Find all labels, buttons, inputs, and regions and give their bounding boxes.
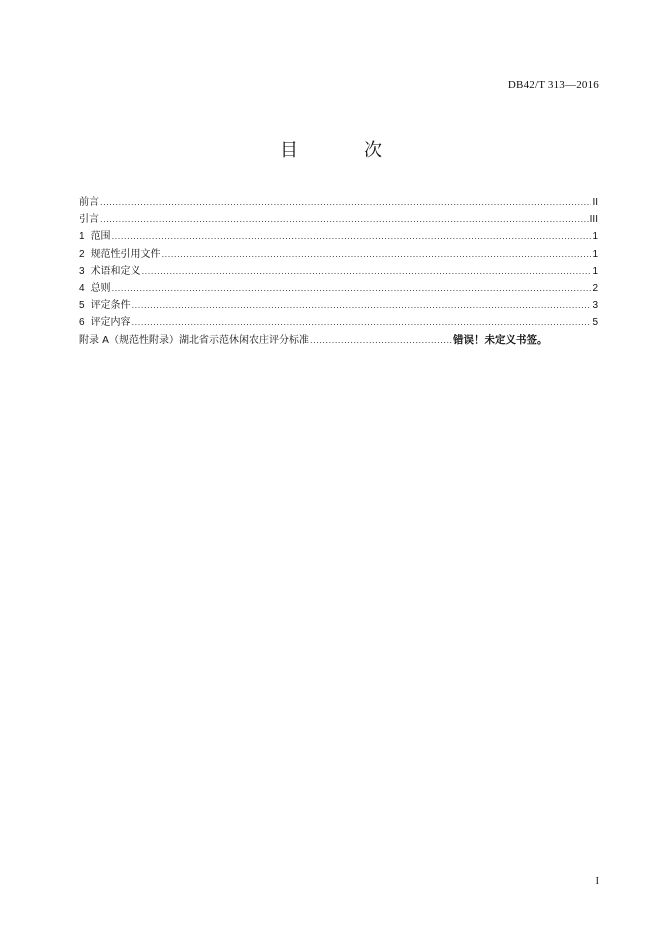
toc-entry-label-group xyxy=(79,228,111,245)
table-of-contents xyxy=(79,194,598,349)
toc-entry-page-error: 错误！未定义书签。 xyxy=(453,333,548,346)
dot-leader xyxy=(112,228,592,245)
toc-entry-number: 4 xyxy=(79,282,85,294)
toc-entry-label: 评定内容 xyxy=(90,317,131,329)
toc-entry-normative-references[interactable] xyxy=(79,246,598,263)
page-number: I xyxy=(595,876,599,887)
toc-entry-label-group xyxy=(79,297,131,314)
toc-entry-page: 3 xyxy=(592,300,598,312)
toc-entry-label: 总则 xyxy=(90,282,111,294)
toc-entry-evaluation-content[interactable] xyxy=(79,314,598,331)
toc-entry-scope[interactable] xyxy=(79,228,598,245)
toc-entry-appendix-a[interactable] xyxy=(79,332,598,349)
toc-entry-label: 附录 A（规范性附录）湖北省示范休闲农庄评分标准 xyxy=(79,334,310,346)
toc-entry-number: 6 xyxy=(79,317,85,329)
dot-leader xyxy=(132,314,592,331)
document-code: DB42/T 313—2016 xyxy=(507,79,599,91)
toc-entry-label: 前言 xyxy=(79,197,99,208)
dot-leader xyxy=(100,211,589,228)
toc-entry-number: 5 xyxy=(79,300,85,312)
toc-entry-label-group xyxy=(79,246,161,263)
dot-leader xyxy=(162,246,592,263)
toc-entry-foreword[interactable] xyxy=(79,194,598,211)
toc-entry-number: 1 xyxy=(79,231,85,243)
toc-entry-page: II xyxy=(592,197,598,208)
toc-entry-page: 5 xyxy=(592,317,598,329)
toc-entry-label-group xyxy=(79,314,131,331)
toc-entry-number: 3 xyxy=(79,265,85,277)
toc-entry-label-group xyxy=(79,263,141,280)
toc-entry-page: 1 xyxy=(592,248,598,260)
dot-leader xyxy=(100,194,591,211)
toc-entry-page: 1 xyxy=(592,231,598,243)
toc-entry-general[interactable] xyxy=(79,280,598,297)
dot-leader xyxy=(112,280,592,297)
toc-entry-evaluation-conditions[interactable] xyxy=(79,297,598,314)
dot-leader xyxy=(142,263,592,280)
toc-entry-number: 2 xyxy=(79,248,85,260)
dot-leader xyxy=(310,332,452,349)
toc-entry-label-group xyxy=(79,280,111,297)
toc-entry-introduction[interactable] xyxy=(79,211,598,228)
toc-entry-label: 引言 xyxy=(79,214,99,226)
toc-entry-label: 评定条件 xyxy=(90,300,131,312)
toc-entry-terms-definitions[interactable] xyxy=(79,263,598,280)
toc-entry-page: 2 xyxy=(592,282,598,294)
toc-entry-label: 范围 xyxy=(90,231,111,243)
toc-entry-label: 规范性引用文件 xyxy=(90,248,161,260)
dot-leader xyxy=(132,297,592,314)
toc-title: 目 次 xyxy=(280,140,406,161)
toc-entry-page: 1 xyxy=(592,265,598,277)
toc-entry-page: III xyxy=(589,214,598,226)
toc-entry-label: 术语和定义 xyxy=(90,265,141,277)
